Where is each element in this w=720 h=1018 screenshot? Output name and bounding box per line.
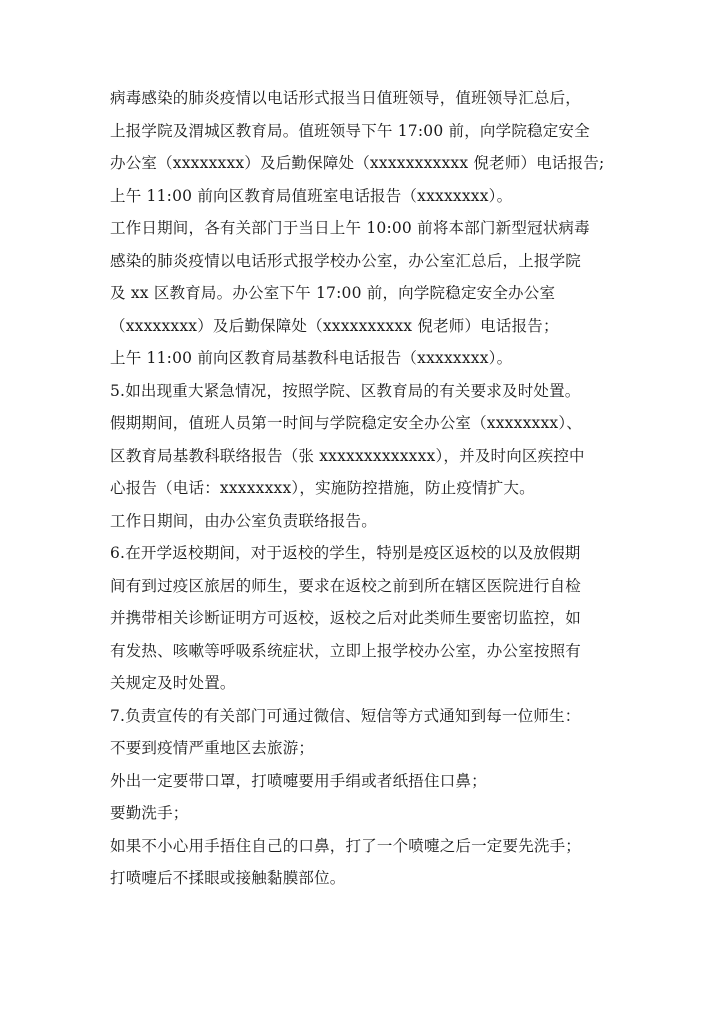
text-line: 办公室（xxxxxxxx）及后勤保障处（xxxxxxxxxxx 倪老师）电话报告; bbox=[110, 154, 605, 172]
text-line: 如果不小心用手捂住自己的口鼻，打了一个喷嚏之后一定要先洗手； bbox=[110, 836, 582, 855]
text-line: 感染的肺炎疫情以电话形式报学校办公室，办公室汇总后，上报学院 bbox=[110, 251, 582, 270]
text-line: 上报学院及渭城区教育局。值班领导下午 17:00 前，向学院稳定安全 bbox=[110, 121, 590, 140]
text-line: 5.如出现重大紧急情况，按照学院、区教育局的有关要求及时处置。 bbox=[110, 381, 581, 400]
text-line: 上午 11:00 前向区教育局基教科电话报告（xxxxxxxx）。 bbox=[110, 349, 513, 367]
text-line: 病毒感染的肺炎疫情以电话形式报当日值班领导，值班领导汇总后， bbox=[110, 89, 582, 107]
text-line: 上午 11:00 前向区教育局值班室电话报告（xxxxxxxx）。 bbox=[110, 186, 513, 205]
text-line: 并携带相关诊断证明方可返校，返校之后对此类师生要密切监控，如 bbox=[110, 609, 582, 627]
text-line: 及 xx 区教育局。办公室下午 17:00 前，向学院稳定安全办公室 bbox=[110, 284, 556, 302]
text-line: 7.负责宣传的有关部门可通过微信、短信等方式通知到每一位师生： bbox=[110, 706, 581, 725]
text-line: 工作日期间，各有关部门于当日上午 10:00 前将本部门新型冠状病毒 bbox=[110, 219, 590, 237]
text-line: 打喷嚏后不揉眼或接触黏膜部位。 bbox=[110, 869, 346, 887]
text-line: 心报告（电话：xxxxxxxx），实施防控措施，防止疫情扩大。 bbox=[110, 479, 535, 497]
text-line: 假期期间，值班人员第一时间与学院稳定安全办公室（xxxxxxxx）、 bbox=[110, 414, 582, 432]
text-line: 6.在开学返校期间，对于返校的学生，特别是疫区返校的以及放假期 bbox=[110, 544, 581, 562]
text-line: 关规定及时处置。 bbox=[110, 674, 236, 692]
document-page bbox=[110, 82, 615, 895]
text-line: 区教育局基教科联络报告（张 xxxxxxxxxxxxx），并及时向区疾控中 bbox=[110, 446, 585, 465]
text-line: （xxxxxxxx）及后勤保障处（xxxxxxxxxx 倪老师）电话报告； bbox=[110, 316, 559, 335]
text-line: 有发热、咳嗽等呼吸系统症状，立即上报学校办公室，办公室按照有 bbox=[110, 641, 582, 660]
text-line: 间有到过疫区旅居的师生，要求在返校之前到所在辖区医院进行自检 bbox=[110, 576, 582, 595]
text-line: 工作日期间，由办公室负责联络报告。 bbox=[110, 511, 377, 530]
text-line: 不要到疫情严重地区去旅游； bbox=[110, 739, 315, 757]
text-line: 要勤洗手； bbox=[110, 804, 189, 822]
text-line: 外出一定要带口罩，打喷嚏要用手绢或者纸捂住口鼻； bbox=[110, 771, 487, 790]
